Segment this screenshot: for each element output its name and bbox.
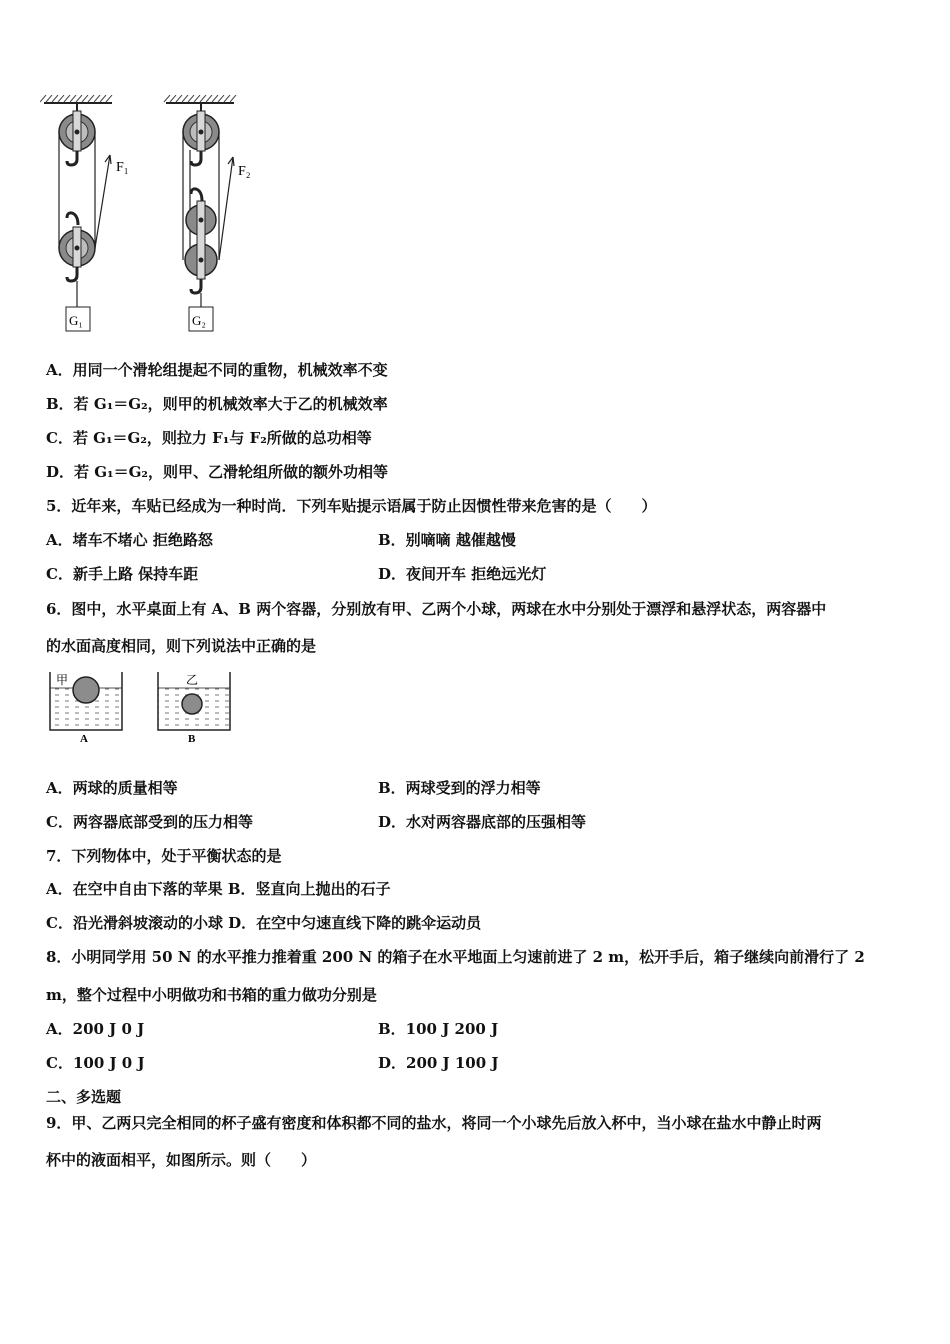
ball-label-a: 甲	[56, 673, 69, 687]
q4-option-d: D．若 G₁＝G₂，则甲、乙滑轮组所做的额外功相等	[46, 463, 388, 481]
q6-option-b: B．两球受到的浮力相等	[378, 779, 541, 797]
container-label-a: A	[80, 733, 88, 745]
q5-option-a: A．堵车不堵心 拒绝路怒	[46, 531, 213, 549]
containers-figure	[44, 668, 244, 748]
q9-stem-line2: 杯中的液面相平，如图所示。则（ ）	[46, 1151, 317, 1169]
q5-stem: 5．近年来，车贴已经成为一种时尚．下列车贴提示语属于防止因惯性带来危害的是（ ）	[46, 497, 657, 515]
q4-option-c: C．若 G₁＝G₂，则拉力 F₁与 F₂所做的总功相等	[46, 429, 372, 447]
q8-option-c: C．100 J 0 J	[46, 1054, 145, 1072]
q8-stem-line2: m，整个过程中小明做功和书箱的重力做功分别是	[46, 986, 377, 1004]
q6-option-a: A．两球的质量相等	[46, 779, 178, 797]
q6-stem-line1: 6．图中，水平桌面上有 A、B 两个容器，分别放有甲、乙两个小球，两球在水中分别处于漂浮和悬浮状态，两容器中	[46, 600, 827, 618]
q5-option-d: D．夜间开车 拒绝远光灯	[378, 565, 547, 583]
section-heading: 二、多选题	[46, 1088, 122, 1106]
weight-label-2: G₂	[192, 313, 206, 328]
q6-option-d: D．水对两容器底部的压强相等	[378, 813, 587, 831]
q4-option-a: A．用同一个滑轮组提起不同的重物，机械效率不变	[46, 361, 388, 379]
force-label-1: F₁	[116, 160, 129, 175]
q7-stem: 7．下列物体中，处于平衡状态的是	[46, 847, 282, 865]
container-a	[50, 672, 122, 745]
q8-option-b: B．100 J 200 J	[378, 1020, 499, 1038]
pulley-system-right	[183, 103, 251, 331]
pulley-figure	[40, 95, 280, 340]
q7-options-ab: A．在空中自由下落的苹果 B．竖直向上抛出的石子	[46, 880, 391, 898]
q5-option-b: B．别嘀嘀 越催越慢	[378, 531, 516, 549]
container-label-b: B	[188, 733, 196, 745]
q6-option-c: C．两容器底部受到的压力相等	[46, 813, 253, 831]
q7-options-cd: C．沿光滑斜坡滚动的小球 D．在空中匀速直线下降的跳伞运动员	[46, 914, 482, 932]
q8-option-a: A．200 J 0 J	[46, 1020, 145, 1038]
ceiling-right	[164, 95, 236, 103]
pulley-system-left	[59, 103, 129, 331]
q4-option-b: B．若 G₁＝G₂，则甲的机械效率大于乙的机械效率	[46, 395, 388, 413]
q8-option-d: D．200 J 100 J	[378, 1054, 499, 1072]
ball-label-b: 乙	[186, 673, 199, 687]
q8-stem-line1: 8．小明同学用 50 N 的水平推力推着重 200 N 的箱子在水平地面上匀速前进了 2 m，松开手后，箱子继续向前滑行了 2	[46, 948, 865, 966]
q6-stem-line2: 的水面高度相同，则下列说法中正确的是	[46, 637, 317, 655]
container-b	[158, 672, 230, 745]
q5-option-c: C．新手上路 保持车距	[46, 565, 199, 583]
weight-label-1: G₁	[69, 313, 83, 328]
ceiling-left	[40, 95, 112, 103]
q9-stem-line1: 9．甲、乙两只完全相同的杯子盛有密度和体积都不同的盐水，将同一个小球先后放入杯中，当小球在盐水中静止时两	[46, 1114, 822, 1132]
force-label-2: F₂	[238, 164, 251, 179]
